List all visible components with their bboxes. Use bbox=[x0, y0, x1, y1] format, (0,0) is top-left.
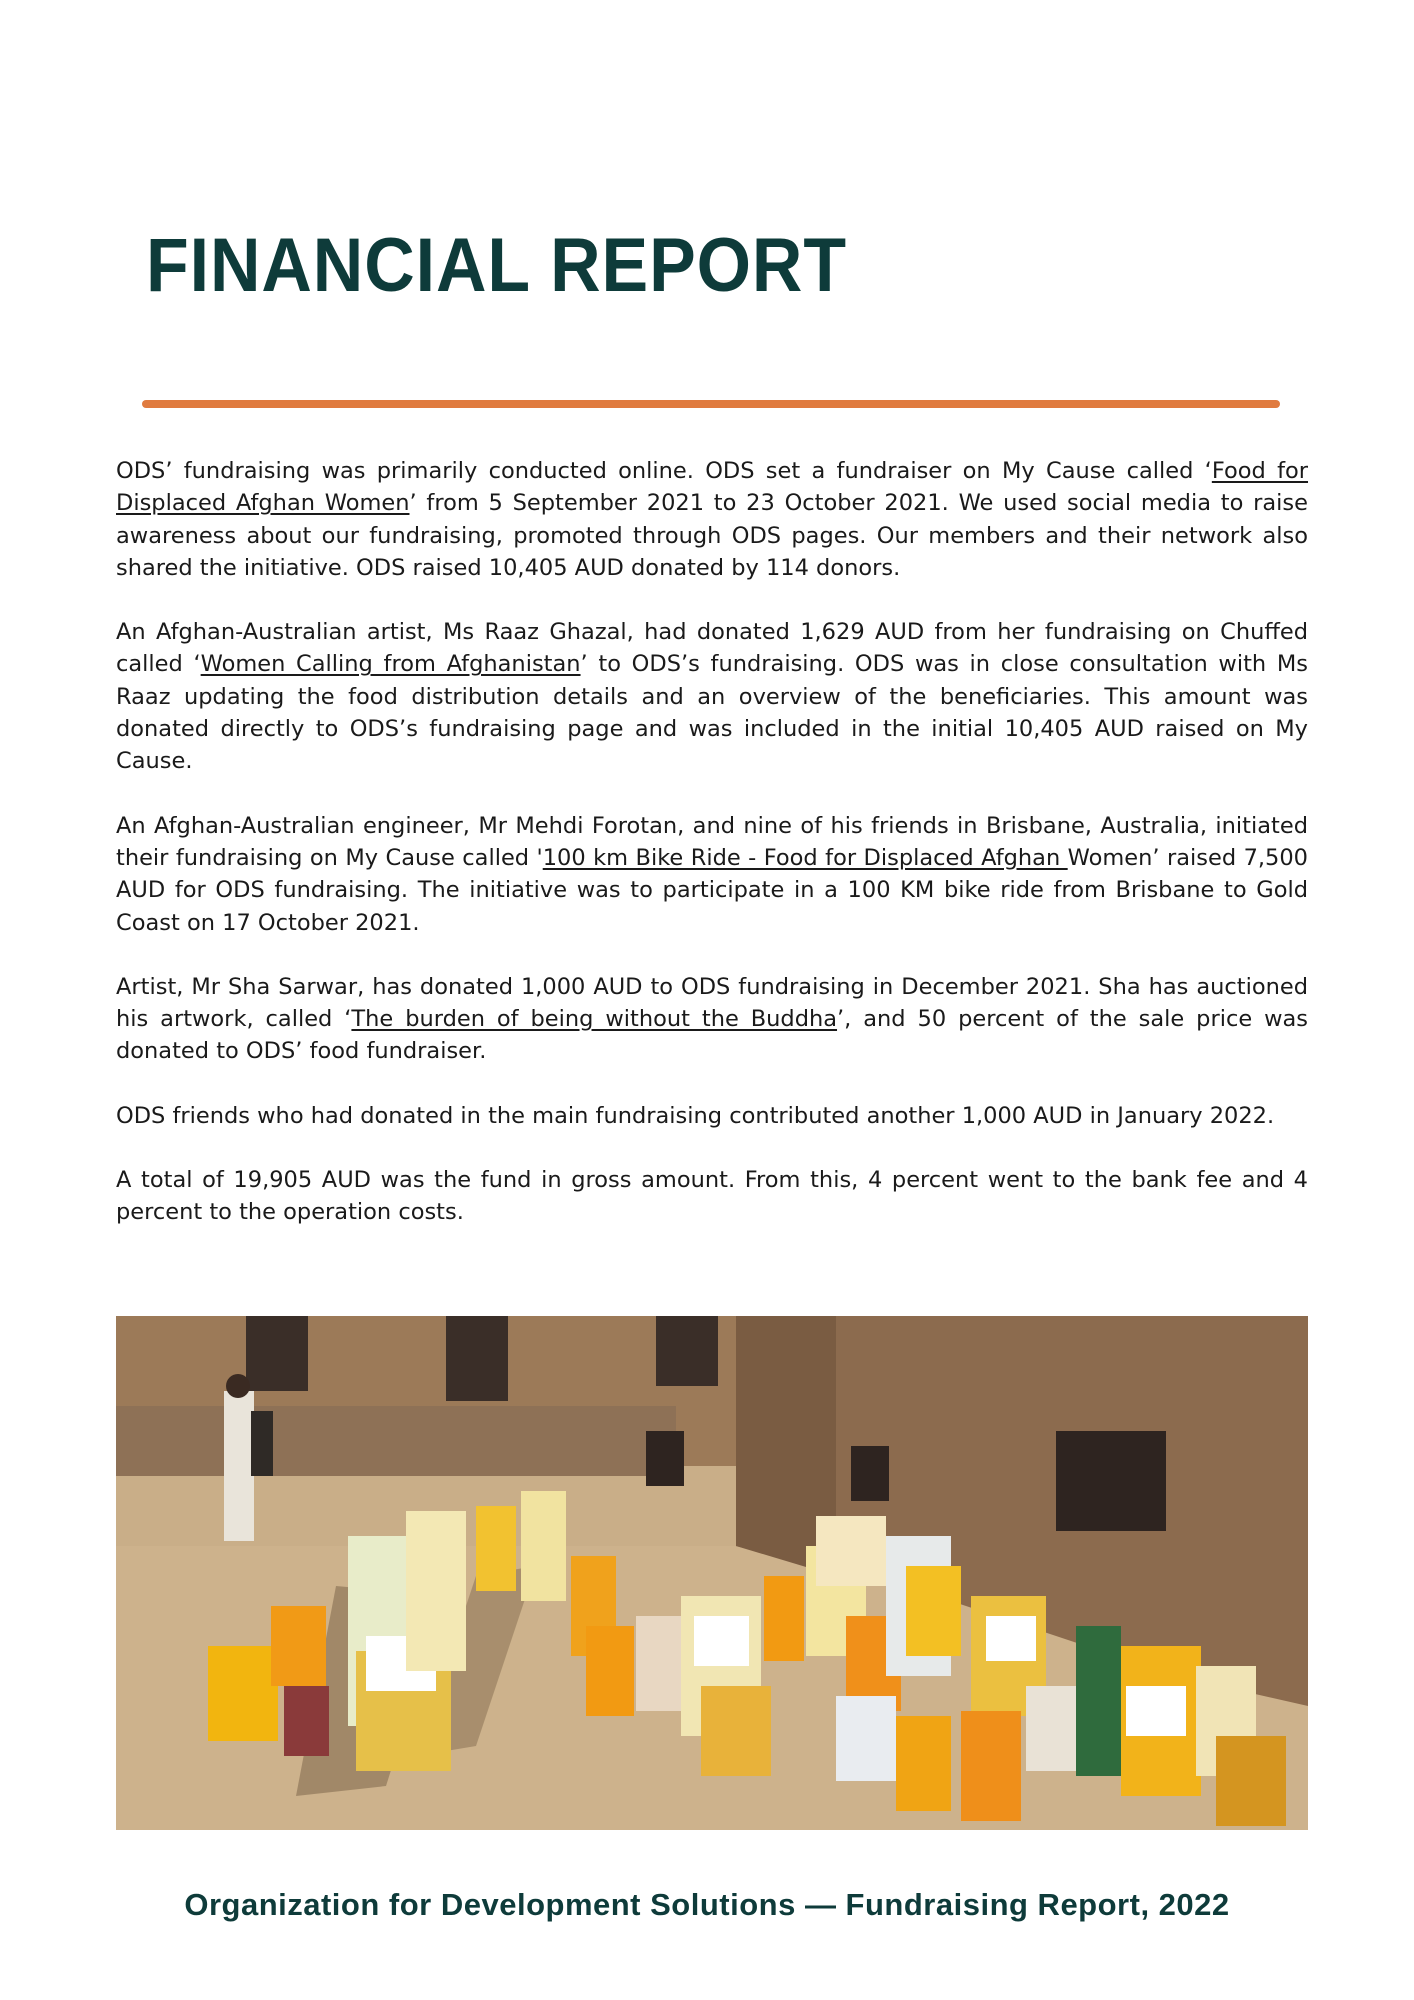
paragraph-text: ’ to ODS’s fundraising. ODS was in close consultation with Ms Raaz updating the food distribution details and an overview of the beneficiaries. This amount was donated directly to ODS’s fundraising page and was included in the initial 10,405 AUD raised on My Cause. bbox=[116, 651, 1308, 775]
paragraph-total bbox=[116, 1164, 1308, 1229]
paragraph-text: ODS’ fundraising was primarily conducted online. ODS set a fundraiser on My Cause called ‘ bbox=[116, 458, 1212, 484]
paragraph-text: ’ from 5 September 2021 to 23 October 2021. We used social media to raise awareness about our fundraising, promoted through ODS pages. Our members and their network also shared the initiative. ODS raised 10,405 AUD donated by 114 donors. bbox=[116, 490, 1308, 581]
page-footer: Organization for Development Solutions — Fundraising Report, 2022 bbox=[184, 1887, 1230, 1922]
paragraph-text: ODS friends who had donated in the main fundraising contributed another 1,000 AUD in January 2022. bbox=[116, 1102, 1275, 1129]
link-burden-of-being-without-buddha[interactable]: The burden of being without the Buddha bbox=[351, 1006, 838, 1033]
paragraph-text: ’, and 50 percent of the sale price was donated to ODS’ food fundraiser. bbox=[116, 1006, 1308, 1065]
paragraph-text: Women’ raised 7,500 AUD for ODS fundraising. The initiative was to participate in a 100 KM bike ride from Brisbane to Gold Coast on 17 October 2021. bbox=[116, 844, 1308, 936]
link-women-calling-from-afghanistan[interactable]: Women Calling from Afghanistan bbox=[200, 651, 581, 678]
page-title: FINANCIAL REPORT bbox=[146, 223, 847, 308]
paragraph-my-cause bbox=[116, 455, 1308, 584]
title-divider bbox=[142, 400, 1280, 408]
link-100km-bike-ride[interactable]: 100 km Bike Ride - Food for Displaced Afghan bbox=[542, 844, 1068, 871]
food-distribution-illustration bbox=[116, 1316, 1308, 1830]
report-body bbox=[116, 455, 1308, 1261]
paragraph-raaz-ghazal bbox=[116, 616, 1308, 777]
link-food-for-displaced-afghan-women[interactable]: Food for Displaced Afghan Women bbox=[116, 458, 1309, 517]
food-distribution-photo bbox=[116, 1316, 1308, 1830]
paragraph-text: A total of 19,905 AUD was the fund in gross amount. From this, 4 percent went to the bank fee and 4 percent to the operation costs. bbox=[116, 1167, 1308, 1226]
paragraph-ods-friends bbox=[116, 1100, 1308, 1132]
paragraph-text: An Afghan-Australian artist, Ms Raaz Ghazal, had donated 1,629 AUD from her fundraising on Chuffed called ‘ bbox=[116, 619, 1308, 678]
paragraph-bike-ride bbox=[116, 810, 1308, 939]
paragraph-text: Artist, Mr Sha Sarwar, has donated 1,000 AUD to ODS fundraising in December 2021. Sha has auctioned his artwork, called ‘ bbox=[116, 973, 1308, 1033]
paragraph-text: An Afghan-Australian engineer, Mr Mehdi Forotan, and nine of his friends in Brisbane, Australia, initiated their fundraising on My Cause called ' bbox=[116, 812, 1308, 871]
paragraph-sha-sarwar bbox=[116, 971, 1308, 1068]
